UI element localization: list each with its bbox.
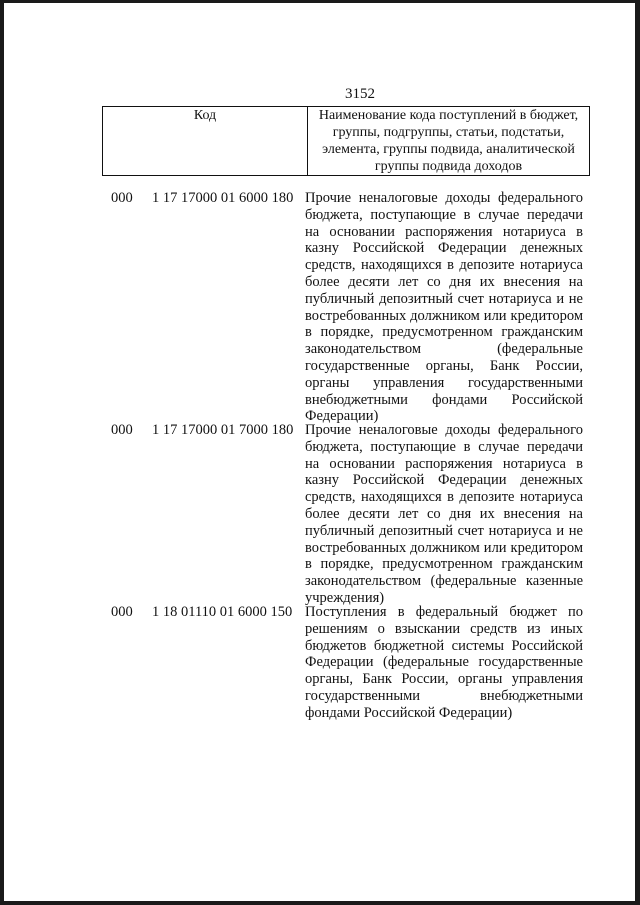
header-code-cell: Код: [103, 107, 308, 176]
row-description: Поступления в федеральный бюджет по решениям о взыскании средств из иных бюджетов бюджетной системы Российской Федерации (федеральные государственные органы, Банк России, органы управления государственными внебюджетными фондами Российской Федерации): [305, 604, 583, 721]
scan-border-bottom: [0, 901, 640, 905]
row-code: 1 18 01110 01 6000 150: [152, 604, 293, 620]
row-code: 1 17 17000 01 7000 180: [152, 422, 294, 438]
row-prefix: 000: [111, 604, 133, 620]
row-prefix: 000: [111, 422, 133, 438]
header-row: [103, 107, 590, 176]
row-prefix: 000: [111, 190, 133, 206]
row-description: Прочие неналоговые доходы федерального бюджета, поступающие в случае передачи на основании распоряжения нотариуса в казну Российской Федерации денежных средств, находящихся в депозите нотариуса более десяти лет со дня их внесения на публичный депозитный счет нотариуса и не востребованных должником или кредитором в порядке, предусмотренном гражданским законодательством (федеральные государственные органы, Банк России, органы управления государственными внебюджетными фондами Российской Федерации): [305, 190, 583, 425]
header-table: [102, 106, 590, 176]
row-description: Прочие неналоговые доходы федерального бюджета, поступающие в случае передачи на основании распоряжения нотариуса в казну Российской Федерации денежных средств, находящихся в депозите нотариуса более десяти лет со дня их внесения на публичный депозитный счет нотариуса и не востребованных должником или кредитором в порядке, предусмотренном гражданским законодательством (федеральные казенные учреждения): [305, 422, 583, 606]
page-number: 3152: [345, 86, 375, 102]
scan-border-top: [0, 0, 640, 3]
scan-border-right: [635, 0, 640, 905]
row-code: 1 17 17000 01 6000 180: [152, 190, 294, 206]
scan-border-left: [0, 0, 4, 905]
header-name-cell: Наименование кода поступлений в бюджет, группы, подгруппы, статьи, подстатьи, элемента, группы подвида, аналитической группы подвида доходов: [308, 107, 590, 176]
